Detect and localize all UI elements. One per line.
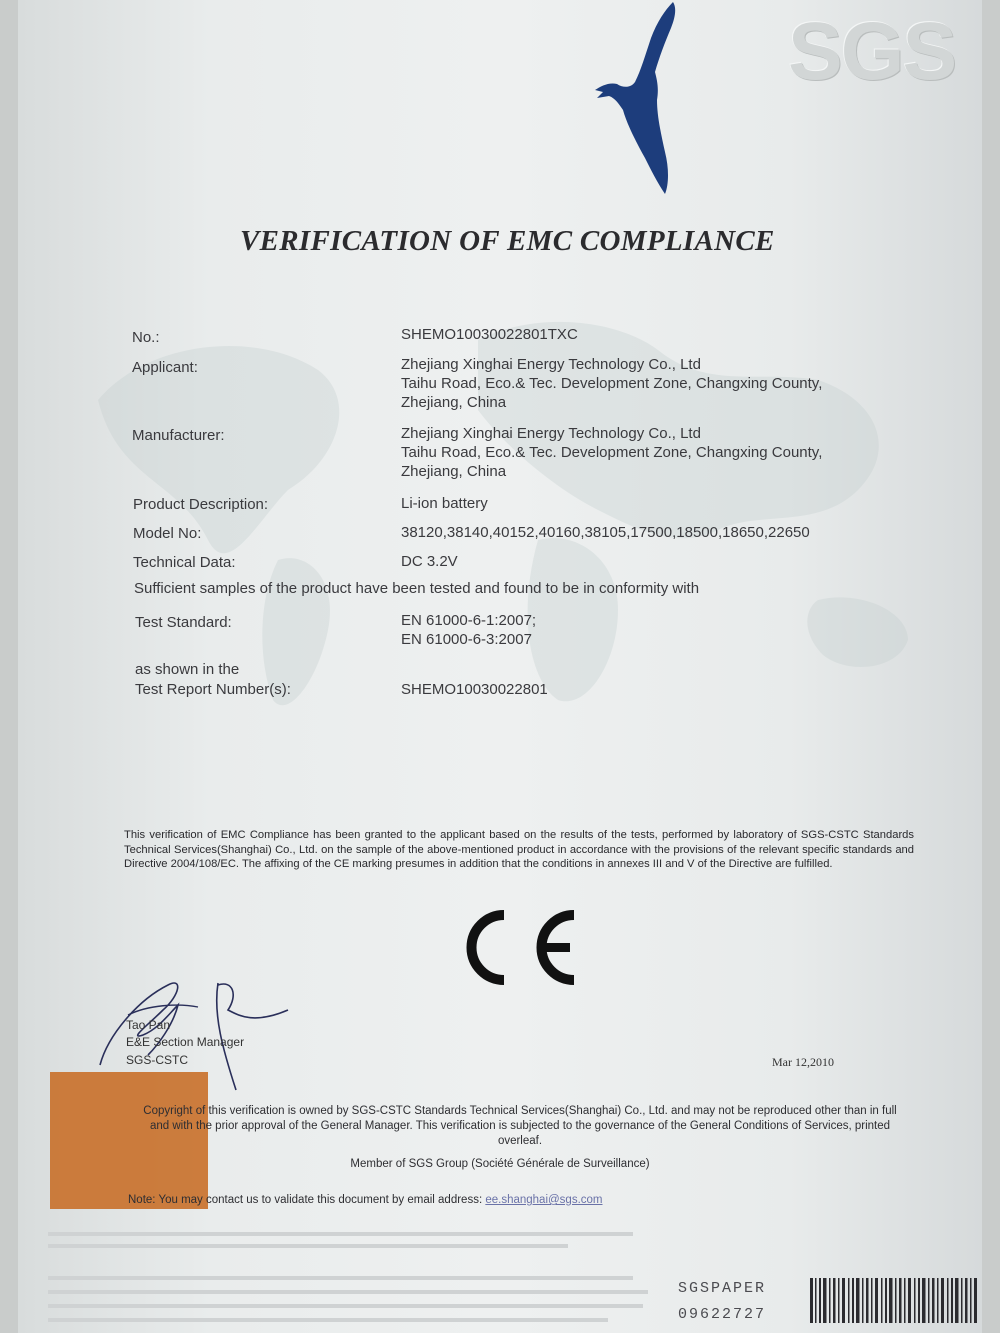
technical-data-label: Technical Data: xyxy=(133,554,236,571)
test-report-label-1: as shown in the xyxy=(135,661,240,678)
test-standard-line-2: EN 61000-6-3:2007 xyxy=(401,631,532,648)
model-no-label: Model No: xyxy=(133,525,202,542)
applicant-line-1: Zhejiang Xinghai Energy Technology Co., Ltd xyxy=(401,356,701,373)
ce-mark-icon xyxy=(456,905,581,990)
test-standard-line-1: EN 61000-6-1:2007; xyxy=(401,612,537,629)
manufacturer-label: Manufacturer: xyxy=(132,427,225,444)
member-statement: Member of SGS Group (Société Générale de Surveillance) xyxy=(350,1158,650,1170)
product-description-label: Product Description: xyxy=(133,496,269,513)
fine-print-line xyxy=(48,1290,648,1294)
certificate-number: SHEMO10030022801TXC xyxy=(401,326,578,343)
test-report-label-2: Test Report Number(s): xyxy=(135,681,291,698)
signatory-organization: SGS-CSTC xyxy=(126,1053,189,1067)
manufacturer-line-3: Zhejiang, China xyxy=(401,463,507,480)
manufacturer-line-2: Taihu Road, Eco.& Tec. Development Zone, Changxing County, xyxy=(401,444,823,461)
issue-date: Mar 12,2010 xyxy=(772,1055,834,1069)
no-label: No.: xyxy=(132,329,160,346)
applicant-line-3: Zhejiang, China xyxy=(401,394,507,411)
paper-label: SGSPAPER xyxy=(678,1280,767,1297)
fine-print-line xyxy=(48,1232,633,1236)
note-text: Note: You may contact us to validate this document by email address: xyxy=(128,1194,486,1206)
test-standard-label: Test Standard: xyxy=(135,614,232,631)
document-title: VERIFICATION OF EMC COMPLIANCE xyxy=(240,225,775,257)
signatory-name: Tao Pan xyxy=(126,1018,171,1032)
compliance-paragraph: This verification of EMC Compliance has been granted to the applicant based on the results of the tests, performed by laboratory of SGS-CSTC Standards Technical Services(Shanghai) Co., Ltd. on the sample of the above-mentioned product in accordance with the provisions of the relevant specific standards and Directive 2004/108/EC. The affixing of the CE marking presumes in addition that the conditions in annexes III and V of the Directive are fulfilled. xyxy=(124,829,914,870)
eagle-icon xyxy=(573,0,693,195)
validation-email-link[interactable]: ee.shanghai@sgs.com xyxy=(485,1194,603,1206)
validation-note xyxy=(128,1194,603,1206)
signatory-position: E&E Section Manager xyxy=(126,1035,245,1049)
fine-print-line xyxy=(48,1318,608,1322)
certificate-page xyxy=(18,0,982,1333)
sgs-logo: SGS xyxy=(788,6,956,97)
technical-data-value: DC 3.2V xyxy=(401,553,458,570)
applicant-line-2: Taihu Road, Eco.& Tec. Development Zone, Changxing County, xyxy=(401,375,823,392)
fine-print-line xyxy=(48,1304,643,1308)
barcode-icon xyxy=(810,1278,980,1323)
test-report-number: SHEMO10030022801 xyxy=(401,681,548,698)
product-description-value: Li-ion battery xyxy=(401,495,488,512)
manufacturer-line-1: Zhejiang Xinghai Energy Technology Co., Ltd xyxy=(401,425,701,442)
copyright-notice: Copyright of this verification is owned by SGS-CSTC Standards Technical Services(Shanghai) Co., Ltd. and may not be reproduced other than in full and with the prior approval of the General Manager. This verification is subjected to the governance of the General Conditions of Services, printed overleaf. xyxy=(143,1105,897,1147)
fine-print-line xyxy=(48,1244,568,1248)
applicant-label: Applicant: xyxy=(132,359,198,376)
fine-print-line xyxy=(48,1276,633,1280)
conformity-statement: Sufficient samples of the product have been tested and found to be in conformity with xyxy=(134,580,700,597)
paper-serial: 09622727 xyxy=(678,1306,767,1323)
model-no-value: 38120,38140,40152,40160,38105,17500,18500,18650,22650 xyxy=(401,524,810,541)
